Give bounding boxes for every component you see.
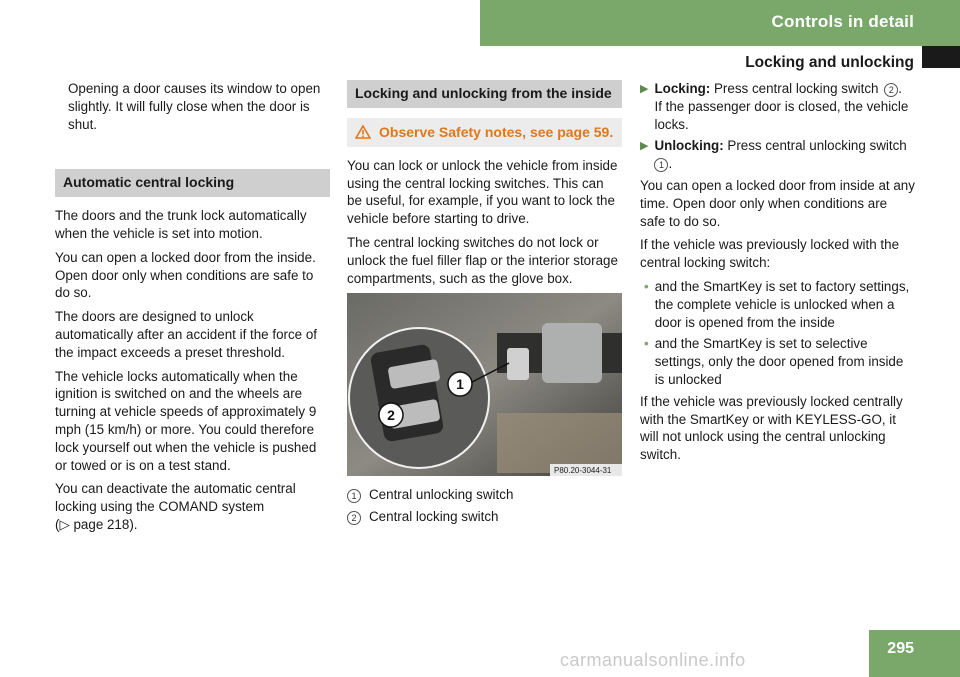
paragraph-text: You can deactivate the automatic central locking using the COMAND system bbox=[55, 481, 296, 515]
step-continuation: If the passenger door is closed, the vehicle locks. bbox=[654, 98, 909, 132]
paragraph: If the vehicle was previously locked with the central locking switch: bbox=[640, 237, 900, 271]
door-switch-photo bbox=[347, 293, 622, 476]
safety-warning bbox=[347, 118, 622, 147]
list-item-text: and the SmartKey is set to selective settings, only the door opened from inside is unlocked bbox=[654, 336, 904, 387]
section-heading-inside-locking: Locking and unlocking from the inside bbox=[347, 80, 622, 108]
page-number: 295 bbox=[887, 640, 914, 657]
list-item bbox=[640, 335, 916, 388]
caption-text: Central unlocking switch bbox=[369, 487, 514, 503]
caption-2 bbox=[347, 508, 622, 526]
step-unlocking: ▶ Unlocking: Press central unlocking switch 1 . bbox=[640, 138, 907, 172]
section-heading-auto-locking: Automatic central locking bbox=[55, 169, 330, 197]
photo-code: P80.20-3044-31 bbox=[554, 466, 612, 476]
step-label: Unlocking: bbox=[654, 138, 724, 154]
list-item-text: and the SmartKey is set to factory settings, the complete vehicle is unlocked when a door is opened from the inside bbox=[654, 278, 910, 330]
paragraph: The doors and the trunk lock automatically when the vehicle is set into motion. bbox=[55, 208, 307, 241]
column-left bbox=[55, 80, 330, 540]
page-subtitle: Locking and unlocking bbox=[745, 54, 914, 71]
paragraph: If the vehicle was previously locked centrally with the SmartKey or with KEYLESS-GO, it will not unlock using the central unlocking switch. bbox=[640, 393, 903, 463]
page-reference-link[interactable]: (▷ page 218). bbox=[55, 516, 138, 532]
paragraph: The central locking switches do not lock or unlock the fuel filler flap or the interior storage compartments, such as the glove box. bbox=[347, 234, 618, 286]
callout-1: 1 bbox=[456, 376, 464, 393]
switch-number: 2 bbox=[884, 83, 898, 97]
paragraph bbox=[55, 480, 330, 533]
bullet-icon: • bbox=[644, 278, 649, 294]
section-title: Controls in detail bbox=[771, 12, 914, 31]
caption-number: 1 bbox=[347, 489, 361, 503]
paragraph: You can lock or unlock the vehicle from inside using the central locking switches. This can be useful, for example, if you want to lock the vehicle before starting to drive. bbox=[347, 157, 618, 227]
page-number-tab bbox=[869, 630, 960, 677]
paragraph: The doors are designed to unlock automatically after an accident if the force of the impact exceeds a preset threshold. bbox=[55, 309, 318, 360]
list-item bbox=[640, 278, 916, 331]
caption-text: Central locking switch bbox=[369, 509, 499, 525]
step-text: Press central locking switch bbox=[714, 81, 879, 96]
switch-number: 1 bbox=[654, 158, 668, 172]
intro-text: Opening a door causes its window to open slightly. It will fully close when the door is shut. bbox=[68, 81, 321, 132]
section-tab bbox=[480, 0, 960, 46]
column-middle bbox=[347, 80, 622, 530]
header-marker bbox=[922, 46, 960, 68]
column-right bbox=[640, 80, 916, 470]
caption-1 bbox=[347, 486, 622, 504]
warning-triangle-icon bbox=[355, 125, 371, 139]
paragraph: You can open a locked door from the inside. Open door only when conditions are safe to do so. bbox=[55, 249, 316, 301]
paragraph: The vehicle locks automatically when the ignition is switched on and the wheels are turning at vehicle speeds of approximately 9 mph (15 km/h) or more. You could therefore lock yourself out when the vehicle is pushed or towed or is on a test stand. bbox=[55, 368, 317, 473]
callout-2: 2 bbox=[387, 407, 395, 424]
paragraph: You can open a locked door from inside at any time. Open door only when conditions are safe to do so. bbox=[640, 177, 915, 229]
step-locking: ▶ Locking: Press central locking switch 2 . If the passenger door is closed, the vehicle locks. bbox=[640, 81, 909, 132]
step-arrow-icon: ▶ bbox=[640, 83, 649, 95]
step-text: Press central unlocking switch bbox=[727, 138, 907, 154]
watermark: carmanualsonline.info bbox=[560, 650, 746, 670]
bullet-icon: • bbox=[644, 336, 649, 352]
warning-text: Observe Safety notes, see page 59. bbox=[379, 123, 614, 140]
step-label: Locking: bbox=[654, 81, 711, 96]
step-arrow-icon: ▶ bbox=[640, 140, 649, 153]
caption-number: 2 bbox=[347, 511, 361, 525]
